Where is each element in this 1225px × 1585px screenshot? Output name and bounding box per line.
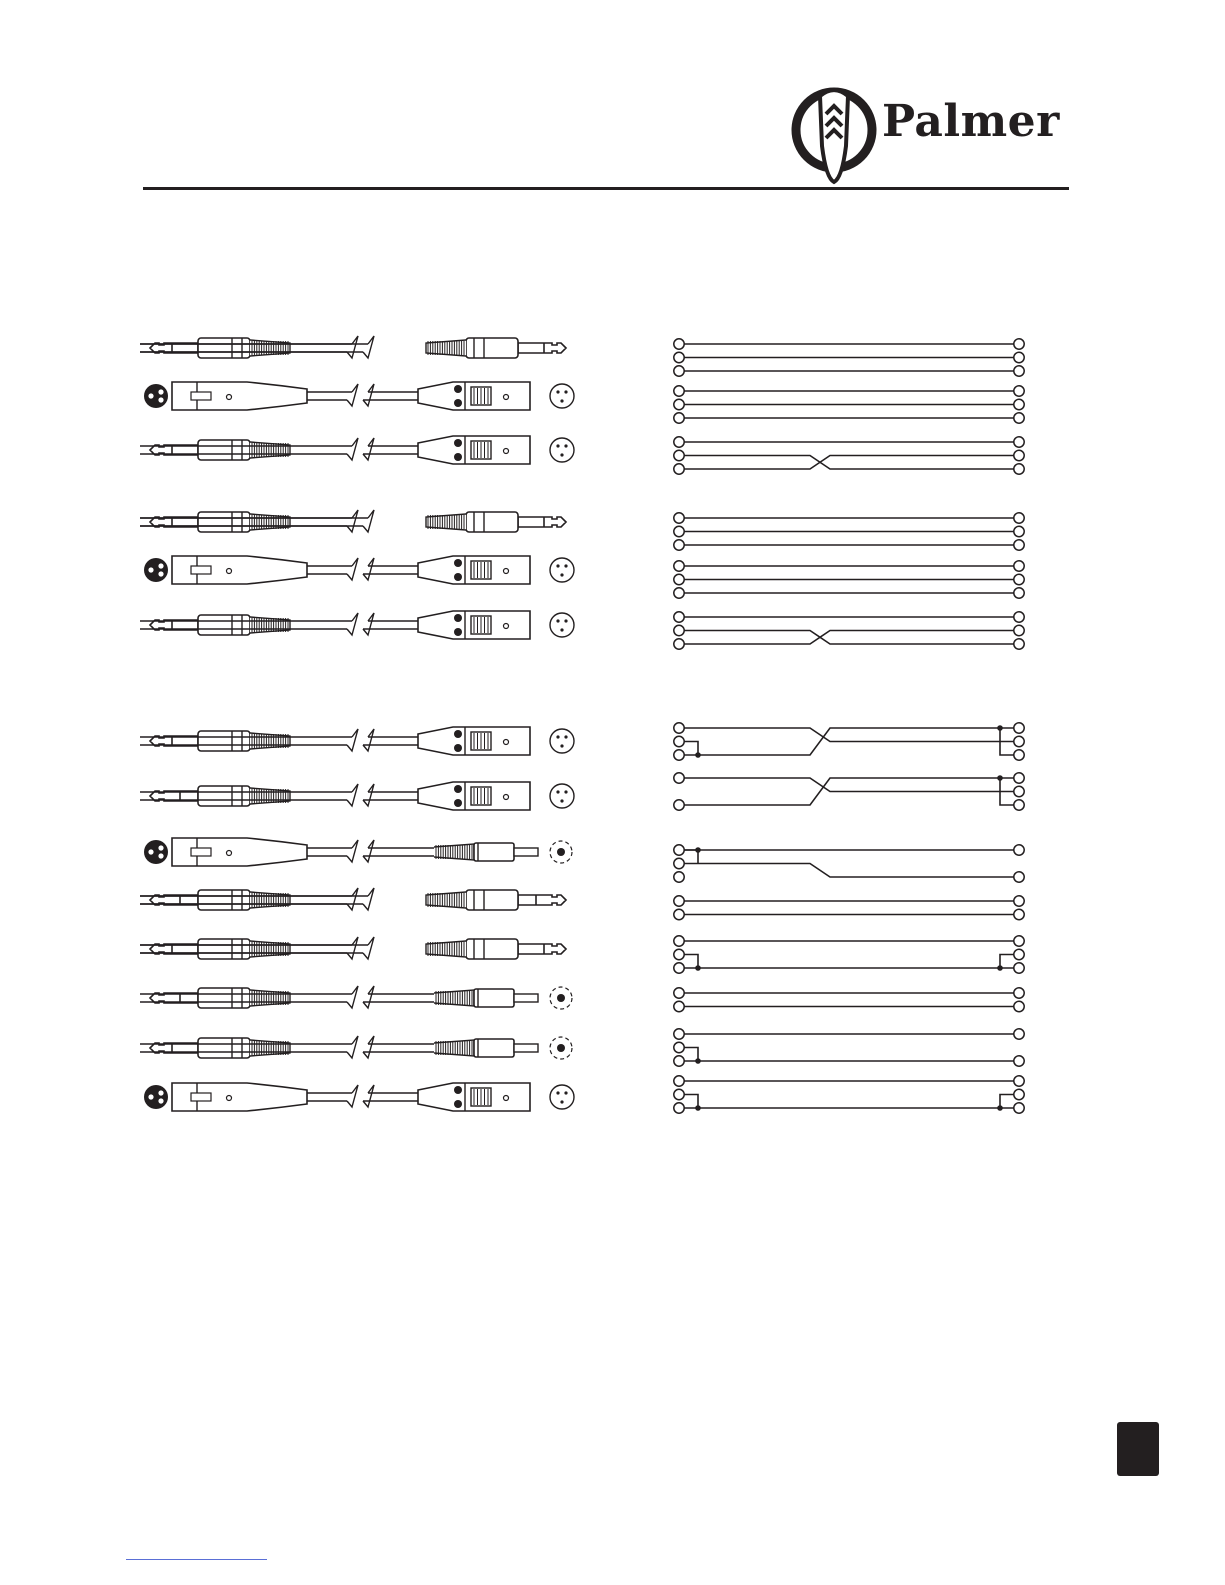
cable-ts-to-ts bbox=[140, 888, 566, 910]
wiring-straight-2 bbox=[674, 896, 1024, 920]
cable-xlr-female-to-xlr-male bbox=[144, 382, 574, 410]
footer-link-rule bbox=[126, 1559, 267, 1560]
cable-trs-to-trs bbox=[140, 937, 566, 959]
cable-trs-to-trs bbox=[140, 510, 566, 532]
page-tab bbox=[1117, 1422, 1159, 1476]
wiring-straight-3 bbox=[674, 386, 1024, 423]
wiring-bridge-both-3-3 bbox=[674, 1076, 1024, 1113]
cable-trs-to-xlr-male bbox=[140, 611, 574, 639]
cable-ts-to-xlr-male bbox=[140, 782, 574, 810]
wiring-straight-3 bbox=[674, 513, 1024, 550]
cable-trs-to-trs bbox=[140, 336, 566, 358]
cable-illustrations bbox=[140, 336, 574, 1111]
wiring-bridge-left-3-2 bbox=[674, 1029, 1024, 1066]
cable-trs-to-xlr-male bbox=[140, 436, 574, 464]
cable-xlr-female-to-xlr-male bbox=[144, 556, 574, 584]
wiring-bridge-both-3-3 bbox=[674, 936, 1024, 973]
wiring-straight-3 bbox=[674, 339, 1024, 376]
brand-name: Palmer bbox=[882, 96, 1060, 147]
wiring-schematics bbox=[674, 339, 1024, 1113]
wiring-cross-3 bbox=[674, 437, 1024, 474]
wiring-cross-bridge-3-3 bbox=[674, 723, 1024, 760]
cable-trs-to-rca bbox=[140, 1036, 572, 1059]
wiring-cross-3 bbox=[674, 612, 1024, 649]
wiring-cross-bridge-3-2 bbox=[674, 845, 1024, 882]
cable-xlr-female-to-rca bbox=[144, 838, 572, 866]
cable-trs-to-xlr-male bbox=[140, 727, 574, 755]
wiring-straight-3 bbox=[674, 561, 1024, 598]
wiring-straight-2 bbox=[674, 988, 1024, 1012]
cable-ts-to-rca bbox=[140, 986, 572, 1009]
cable-xlr-female-to-xlr-male bbox=[144, 1083, 574, 1111]
wiring-cross-bridge-2-3 bbox=[674, 773, 1024, 810]
